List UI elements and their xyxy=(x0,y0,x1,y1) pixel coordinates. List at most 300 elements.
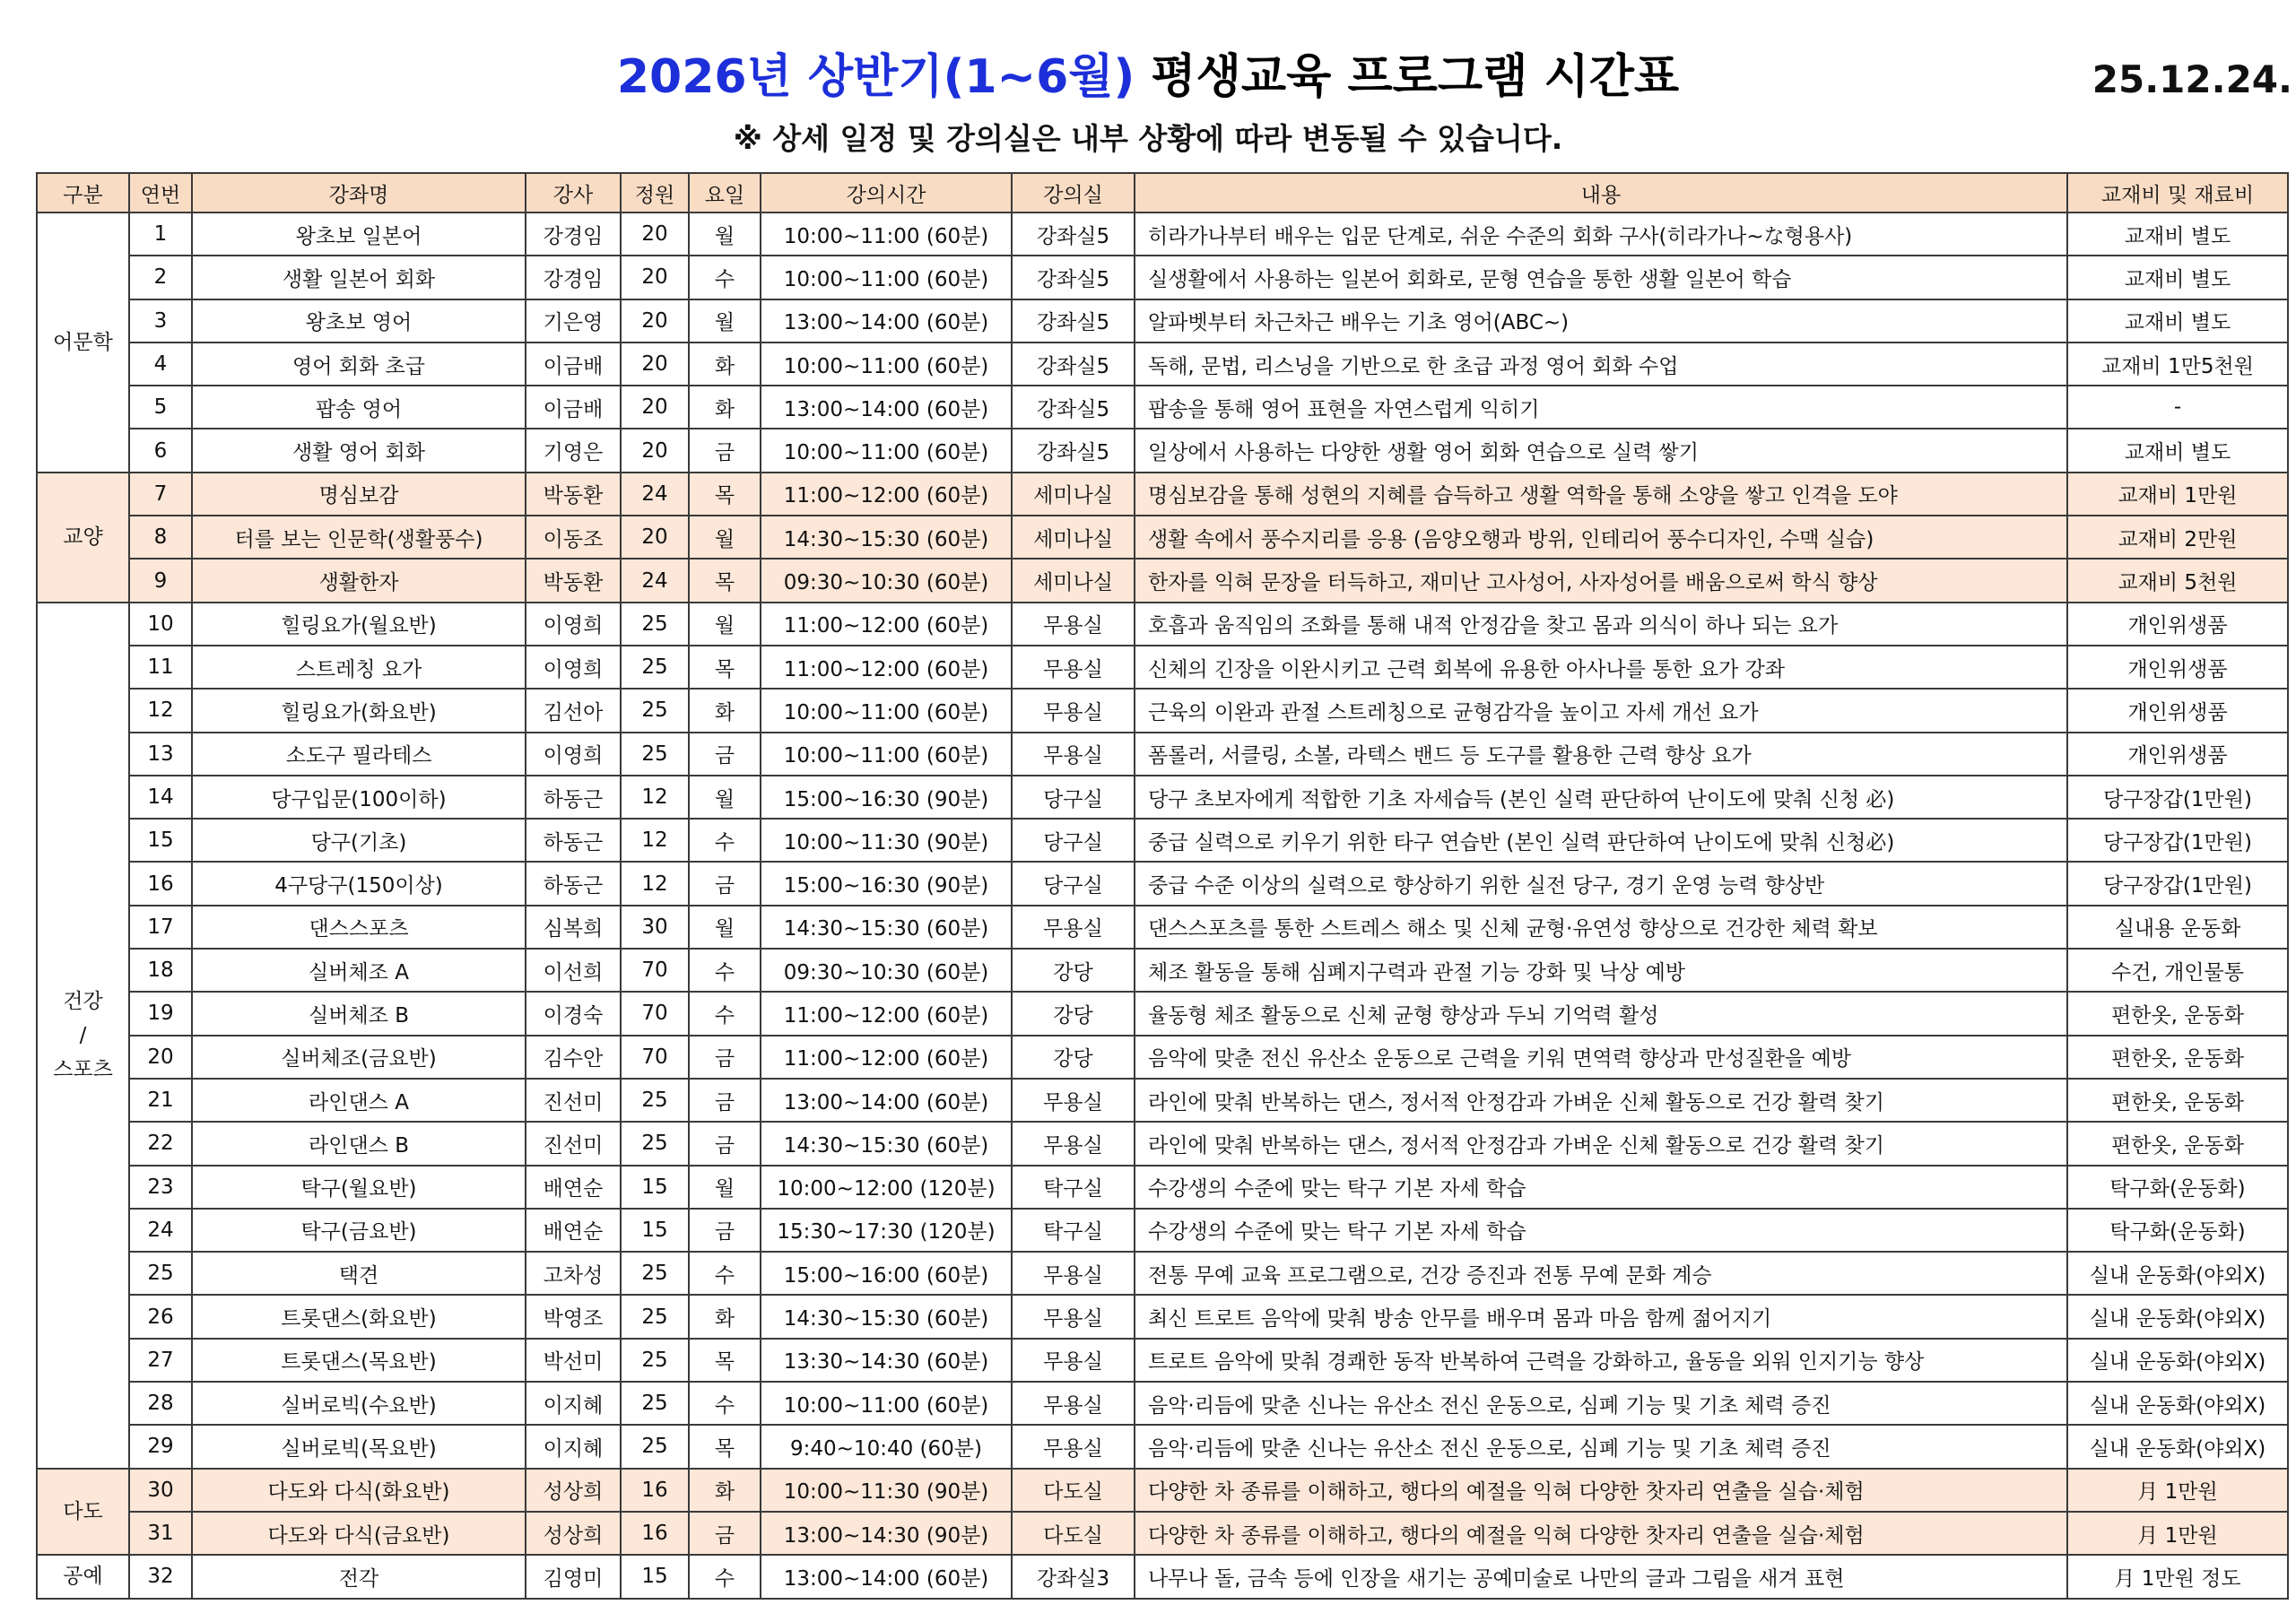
row-number-cell: 3 xyxy=(129,299,192,343)
material-cost-cell: 당구장갑(1만원) xyxy=(2067,862,2288,905)
class-time-cell: 10:00~11:00 (60분) xyxy=(761,1382,1012,1425)
classroom-cell: 강좌실5 xyxy=(1012,386,1135,429)
weekday-cell: 목 xyxy=(689,1425,761,1468)
classroom-cell: 무용실 xyxy=(1012,1339,1135,1382)
class-time-cell: 11:00~12:00 (60분) xyxy=(761,646,1012,689)
weekday-cell: 금 xyxy=(689,1512,761,1555)
classroom-cell: 탁구실 xyxy=(1012,1209,1135,1252)
capacity-cell: 12 xyxy=(621,776,689,819)
instructor-cell: 성상희 xyxy=(526,1469,621,1512)
material-cost-cell: 실내 운동화(야외X) xyxy=(2067,1295,2288,1338)
instructor-cell: 심복희 xyxy=(526,906,621,949)
table-row xyxy=(37,992,2288,1035)
instructor-cell: 성상희 xyxy=(526,1512,621,1555)
instructor-cell: 박영조 xyxy=(526,1295,621,1338)
content-cell: 근육의 이완과 관절 스트레칭으로 균형감각을 높이고 자세 개선 요가 xyxy=(1135,689,2067,732)
material-cost-cell: 수건, 개인물통 xyxy=(2067,949,2288,992)
content-cell: 생활 속에서 풍수지리를 응용 (음양오행과 방위, 인테리어 풍수디자인, 수맥 실습) xyxy=(1135,516,2067,559)
weekday-cell: 화 xyxy=(689,1469,761,1512)
class-time-cell: 09:30~10:30 (60분) xyxy=(761,949,1012,992)
instructor-cell: 이지혜 xyxy=(526,1382,621,1425)
weekday-cell: 수 xyxy=(689,1555,761,1598)
class-time-cell: 14:30~15:30 (60분) xyxy=(761,516,1012,559)
class-time-cell: 14:30~15:30 (60분) xyxy=(761,906,1012,949)
instructor-cell: 기은영 xyxy=(526,299,621,343)
classroom-cell: 무용실 xyxy=(1012,689,1135,732)
instructor-cell: 이경숙 xyxy=(526,992,621,1035)
weekday-cell: 금 xyxy=(689,429,761,472)
weekday-cell: 금 xyxy=(689,1079,761,1122)
capacity-cell: 20 xyxy=(621,256,689,299)
table-row xyxy=(37,862,2288,905)
course-name-cell: 탁구(월요반) xyxy=(192,1166,526,1209)
row-number-cell: 12 xyxy=(129,689,192,732)
course-name-cell: 스트레칭 요가 xyxy=(192,646,526,689)
course-name-cell: 명심보감 xyxy=(192,473,526,516)
classroom-cell: 무용실 xyxy=(1012,646,1135,689)
course-name-cell: 힐링요가(월요반) xyxy=(192,603,526,646)
row-number-cell: 31 xyxy=(129,1512,192,1555)
row-number-cell: 24 xyxy=(129,1209,192,1252)
course-name-cell: 당구입문(100이하) xyxy=(192,776,526,819)
instructor-cell: 이영희 xyxy=(526,733,621,776)
classroom-cell: 세미나실 xyxy=(1012,559,1135,602)
content-cell: 음악·리듬에 맞춘 신나는 유산소 전신 운동으로, 심폐 기능 및 기초 체력 증진 xyxy=(1135,1382,2067,1425)
capacity-cell: 15 xyxy=(621,1209,689,1252)
classroom-cell: 강좌실5 xyxy=(1012,256,1135,299)
course-name-cell: 당구(기초) xyxy=(192,819,526,862)
table-row xyxy=(37,343,2288,386)
class-time-cell: 9:40~10:40 (60분) xyxy=(761,1425,1012,1468)
content-cell: 다양한 차 종류를 이해하고, 행다의 예절을 익혀 다양한 찻자리 연출을 실습·체험 xyxy=(1135,1469,2067,1512)
material-cost-cell: 개인위생품 xyxy=(2067,689,2288,732)
capacity-cell: 20 xyxy=(621,343,689,386)
instructor-cell: 박동환 xyxy=(526,473,621,516)
content-cell: 나무나 돌, 금속 등에 인장을 새기는 공예미술로 나만의 글과 그림을 새겨 표현 xyxy=(1135,1555,2067,1598)
class-time-cell: 10:00~11:00 (60분) xyxy=(761,213,1012,256)
material-cost-cell: 편한옷, 운동화 xyxy=(2067,1079,2288,1122)
classroom-cell: 강좌실3 xyxy=(1012,1555,1135,1598)
notice-text: ※ 상세 일정 및 강의실은 내부 상황에 따라 변동될 수 있습니다. xyxy=(733,121,1563,156)
instructor-cell: 박선미 xyxy=(526,1339,621,1382)
course-name-cell: 팝송 영어 xyxy=(192,386,526,429)
class-time-cell: 15:30~17:30 (120분) xyxy=(761,1209,1012,1252)
material-cost-cell: 개인위생품 xyxy=(2067,603,2288,646)
row-number-cell: 19 xyxy=(129,992,192,1035)
weekday-cell: 목 xyxy=(689,559,761,602)
class-time-cell: 11:00~12:00 (60분) xyxy=(761,473,1012,516)
content-cell: 중급 실력으로 키우기 위한 타구 연습반 (본인 실력 판단하여 난이도에 맞춰 신청必) xyxy=(1135,819,2067,862)
class-time-cell: 09:30~10:30 (60분) xyxy=(761,559,1012,602)
class-time-cell: 10:00~11:00 (60분) xyxy=(761,343,1012,386)
table-row xyxy=(37,603,2288,646)
weekday-cell: 수 xyxy=(689,256,761,299)
class-time-cell: 13:00~14:30 (90분) xyxy=(761,1512,1012,1555)
classroom-cell: 무용실 xyxy=(1012,1382,1135,1425)
capacity-cell: 20 xyxy=(621,299,689,343)
table-row xyxy=(37,299,2288,343)
table-row xyxy=(37,386,2288,429)
material-cost-cell: 교재비 별도 xyxy=(2067,299,2288,343)
table-row xyxy=(37,473,2288,516)
course-name-cell: 다도와 다식(화요반) xyxy=(192,1469,526,1512)
classroom-cell: 다도실 xyxy=(1012,1469,1135,1512)
classroom-cell: 강당 xyxy=(1012,992,1135,1035)
column-header: 요일 xyxy=(689,173,761,213)
material-cost-cell: 교재비 별도 xyxy=(2067,213,2288,256)
content-cell: 팝송을 통해 영어 표현을 자연스럽게 익히기 xyxy=(1135,386,2067,429)
class-time-cell: 10:00~11:30 (90분) xyxy=(761,1469,1012,1512)
table-row xyxy=(37,1166,2288,1209)
class-time-cell: 13:00~14:00 (60분) xyxy=(761,1555,1012,1598)
course-name-cell: 다도와 다식(금요반) xyxy=(192,1512,526,1555)
content-cell: 최신 트로트 음악에 맞춰 방송 안무를 배우며 몸과 마음 함께 젊어지기 xyxy=(1135,1295,2067,1338)
row-number-cell: 30 xyxy=(129,1469,192,1512)
weekday-cell: 목 xyxy=(689,473,761,516)
row-number-cell: 25 xyxy=(129,1252,192,1295)
row-number-cell: 32 xyxy=(129,1555,192,1598)
course-name-cell: 생활한자 xyxy=(192,559,526,602)
course-name-cell: 택견 xyxy=(192,1252,526,1295)
weekday-cell: 화 xyxy=(689,689,761,732)
capacity-cell: 16 xyxy=(621,1512,689,1555)
row-number-cell: 17 xyxy=(129,906,192,949)
title-highlight: 2026년 상반기(1~6월) xyxy=(616,50,1135,104)
instructor-cell: 기영은 xyxy=(526,429,621,472)
instructor-cell: 하동근 xyxy=(526,862,621,905)
page-title xyxy=(0,41,2296,113)
content-cell: 전통 무예 교육 프로그램으로, 건강 증진과 전통 무예 문화 계승 xyxy=(1135,1252,2067,1295)
column-header: 내용 xyxy=(1135,173,2067,213)
course-name-cell: 트롯댄스(화요반) xyxy=(192,1295,526,1338)
table-row xyxy=(37,256,2288,299)
capacity-cell: 25 xyxy=(621,1382,689,1425)
capacity-cell: 25 xyxy=(621,1339,689,1382)
weekday-cell: 금 xyxy=(689,862,761,905)
row-number-cell: 10 xyxy=(129,603,192,646)
content-cell: 호흡과 움직임의 조화를 통해 내적 안정감을 찾고 몸과 의식이 하나 되는 요가 xyxy=(1135,603,2067,646)
capacity-cell: 25 xyxy=(621,1295,689,1338)
instructor-cell: 이영희 xyxy=(526,646,621,689)
weekday-cell: 월 xyxy=(689,776,761,819)
class-time-cell: 13:00~14:00 (60분) xyxy=(761,299,1012,343)
column-header: 강사 xyxy=(526,173,621,213)
material-cost-cell: 편한옷, 운동화 xyxy=(2067,992,2288,1035)
row-number-cell: 4 xyxy=(129,343,192,386)
row-number-cell: 21 xyxy=(129,1079,192,1122)
capacity-cell: 24 xyxy=(621,473,689,516)
classroom-cell: 강좌실5 xyxy=(1012,299,1135,343)
capacity-cell: 25 xyxy=(621,603,689,646)
course-name-cell: 힐링요가(화요반) xyxy=(192,689,526,732)
course-name-cell: 트롯댄스(목요반) xyxy=(192,1339,526,1382)
column-header: 정원 xyxy=(621,173,689,213)
capacity-cell: 25 xyxy=(621,1122,689,1165)
content-cell: 한자를 익혀 문장을 터득하고, 재미난 고사성어, 사자성어를 배움으로써 학식 향상 xyxy=(1135,559,2067,602)
course-name-cell: 실버체조 B xyxy=(192,992,526,1035)
content-cell: 라인에 맞춰 반복하는 댄스, 정서적 안정감과 가벼운 신체 활동으로 건강 활력 찾기 xyxy=(1135,1079,2067,1122)
row-number-cell: 9 xyxy=(129,559,192,602)
content-cell: 댄스스포츠를 통한 스트레스 해소 및 신체 균형·유연성 향상으로 건강한 체력 확보 xyxy=(1135,906,2067,949)
classroom-cell: 무용실 xyxy=(1012,906,1135,949)
document-date: 25.12.24. xyxy=(2092,57,2292,101)
table-row xyxy=(37,1339,2288,1382)
row-number-cell: 15 xyxy=(129,819,192,862)
category-cell: 어문학 xyxy=(37,213,129,473)
instructor-cell: 배연순 xyxy=(526,1209,621,1252)
column-header: 강좌명 xyxy=(192,173,526,213)
instructor-cell: 하동근 xyxy=(526,776,621,819)
capacity-cell: 70 xyxy=(621,992,689,1035)
content-cell: 실생활에서 사용하는 일본어 회화로, 문형 연습을 통한 생활 일본어 학습 xyxy=(1135,256,2067,299)
row-number-cell: 16 xyxy=(129,862,192,905)
row-number-cell: 5 xyxy=(129,386,192,429)
material-cost-cell: 당구장갑(1만원) xyxy=(2067,819,2288,862)
content-cell: 트로트 음악에 맞춰 경쾌한 동작 반복하여 근력을 강화하고, 율동을 외워 인지기능 향상 xyxy=(1135,1339,2067,1382)
capacity-cell: 30 xyxy=(621,906,689,949)
class-time-cell: 11:00~12:00 (60분) xyxy=(761,1036,1012,1079)
column-header: 강의실 xyxy=(1012,173,1135,213)
material-cost-cell: 당구장갑(1만원) xyxy=(2067,776,2288,819)
capacity-cell: 24 xyxy=(621,559,689,602)
table-row xyxy=(37,819,2288,862)
capacity-cell: 20 xyxy=(621,516,689,559)
content-cell: 음악에 맞춘 전신 유산소 운동으로 근력을 키워 면역력 향상과 만성질환을 예방 xyxy=(1135,1036,2067,1079)
table-row xyxy=(37,776,2288,819)
classroom-cell: 당구실 xyxy=(1012,862,1135,905)
class-time-cell: 10:00~12:00 (120분) xyxy=(761,1166,1012,1209)
course-name-cell: 영어 회화 초급 xyxy=(192,343,526,386)
table-row xyxy=(37,1295,2288,1338)
class-time-cell: 15:00~16:30 (90분) xyxy=(761,862,1012,905)
instructor-cell: 이영희 xyxy=(526,603,621,646)
weekday-cell: 화 xyxy=(689,386,761,429)
content-cell: 체조 활동을 통해 심폐지구력과 관절 기능 강화 및 낙상 예방 xyxy=(1135,949,2067,992)
material-cost-cell: - xyxy=(2067,386,2288,429)
content-cell: 폼롤러, 서클링, 소볼, 라텍스 밴드 등 도구를 활용한 근력 향상 요가 xyxy=(1135,733,2067,776)
capacity-cell: 20 xyxy=(621,213,689,256)
capacity-cell: 25 xyxy=(621,1252,689,1295)
material-cost-cell: 교재비 1만원 xyxy=(2067,473,2288,516)
classroom-cell: 강당 xyxy=(1012,1036,1135,1079)
row-number-cell: 6 xyxy=(129,429,192,472)
material-cost-cell: 실내 운동화(야외X) xyxy=(2067,1425,2288,1468)
row-number-cell: 11 xyxy=(129,646,192,689)
weekday-cell: 월 xyxy=(689,1166,761,1209)
capacity-cell: 12 xyxy=(621,862,689,905)
course-name-cell: 생활 영어 회화 xyxy=(192,429,526,472)
capacity-cell: 12 xyxy=(621,819,689,862)
class-time-cell: 15:00~16:00 (60분) xyxy=(761,1252,1012,1295)
classroom-cell: 무용실 xyxy=(1012,733,1135,776)
instructor-cell: 배연순 xyxy=(526,1166,621,1209)
row-number-cell: 29 xyxy=(129,1425,192,1468)
classroom-cell: 무용실 xyxy=(1012,1252,1135,1295)
weekday-cell: 월 xyxy=(689,603,761,646)
row-number-cell: 2 xyxy=(129,256,192,299)
content-cell: 수강생의 수준에 맞는 탁구 기본 자세 학습 xyxy=(1135,1209,2067,1252)
capacity-cell: 70 xyxy=(621,949,689,992)
course-name-cell: 4구당구(150이상) xyxy=(192,862,526,905)
weekday-cell: 목 xyxy=(689,646,761,689)
table-row xyxy=(37,906,2288,949)
material-cost-cell: 교재비 별도 xyxy=(2067,256,2288,299)
table-body xyxy=(37,213,2288,1599)
table-row xyxy=(37,949,2288,992)
material-cost-cell: 탁구화(운동화) xyxy=(2067,1166,2288,1209)
weekday-cell: 수 xyxy=(689,1252,761,1295)
table-row xyxy=(37,1079,2288,1122)
weekday-cell: 월 xyxy=(689,906,761,949)
classroom-cell: 당구실 xyxy=(1012,776,1135,819)
material-cost-cell: 교재비 1만5천원 xyxy=(2067,343,2288,386)
table-row xyxy=(37,213,2288,256)
content-cell: 당구 초보자에게 적합한 기초 자세습득 (본인 실력 판단하여 난이도에 맞춰 신청 必) xyxy=(1135,776,2067,819)
course-name-cell: 전각 xyxy=(192,1555,526,1598)
instructor-cell: 이금배 xyxy=(526,386,621,429)
classroom-cell: 무용실 xyxy=(1012,1122,1135,1165)
class-time-cell: 10:00~11:00 (60분) xyxy=(761,429,1012,472)
class-time-cell: 14:30~15:30 (60분) xyxy=(761,1122,1012,1165)
capacity-cell: 16 xyxy=(621,1469,689,1512)
material-cost-cell: 편한옷, 운동화 xyxy=(2067,1122,2288,1165)
classroom-cell: 무용실 xyxy=(1012,1079,1135,1122)
content-cell: 중급 수준 이상의 실력으로 향상하기 위한 실전 당구, 경기 운영 능력 향상반 xyxy=(1135,862,2067,905)
instructor-cell: 이지혜 xyxy=(526,1425,621,1468)
title-rest: 평생교육 프로그램 시간표 xyxy=(1151,50,1680,104)
instructor-cell: 하동근 xyxy=(526,819,621,862)
table-row xyxy=(37,1209,2288,1252)
material-cost-cell: 편한옷, 운동화 xyxy=(2067,1036,2288,1079)
course-name-cell: 라인댄스 B xyxy=(192,1122,526,1165)
table-row xyxy=(37,1382,2288,1425)
weekday-cell: 수 xyxy=(689,992,761,1035)
classroom-cell: 당구실 xyxy=(1012,819,1135,862)
instructor-cell: 박동환 xyxy=(526,559,621,602)
table-header-row xyxy=(37,173,2288,213)
class-time-cell: 13:30~14:30 (60분) xyxy=(761,1339,1012,1382)
weekday-cell: 화 xyxy=(689,343,761,386)
material-cost-cell: 교재비 별도 xyxy=(2067,429,2288,472)
row-number-cell: 28 xyxy=(129,1382,192,1425)
row-number-cell: 26 xyxy=(129,1295,192,1338)
course-name-cell: 댄스스포츠 xyxy=(192,906,526,949)
instructor-cell: 고차성 xyxy=(526,1252,621,1295)
table-row xyxy=(37,1555,2288,1598)
table-row xyxy=(37,1469,2288,1512)
class-time-cell: 11:00~12:00 (60분) xyxy=(761,992,1012,1035)
capacity-cell: 25 xyxy=(621,689,689,732)
classroom-cell: 무용실 xyxy=(1012,603,1135,646)
classroom-cell: 세미나실 xyxy=(1012,516,1135,559)
instructor-cell: 강경임 xyxy=(526,213,621,256)
table-row xyxy=(37,516,2288,559)
weekday-cell: 수 xyxy=(689,819,761,862)
instructor-cell: 이선희 xyxy=(526,949,621,992)
class-time-cell: 15:00~16:30 (90분) xyxy=(761,776,1012,819)
classroom-cell: 무용실 xyxy=(1012,1295,1135,1338)
weekday-cell: 목 xyxy=(689,1339,761,1382)
weekday-cell: 금 xyxy=(689,1036,761,1079)
content-cell: 라인에 맞춰 반복하는 댄스, 정서적 안정감과 가벼운 신체 활동으로 건강 활력 찾기 xyxy=(1135,1122,2067,1165)
content-cell: 수강생의 수준에 맞는 탁구 기본 자세 학습 xyxy=(1135,1166,2067,1209)
course-name-cell: 왕초보 영어 xyxy=(192,299,526,343)
row-number-cell: 1 xyxy=(129,213,192,256)
class-time-cell: 13:00~14:00 (60분) xyxy=(761,386,1012,429)
table-row xyxy=(37,1252,2288,1295)
row-number-cell: 13 xyxy=(129,733,192,776)
material-cost-cell: 교재비 2만원 xyxy=(2067,516,2288,559)
instructor-cell: 이금배 xyxy=(526,343,621,386)
material-cost-cell: 月 1만원 정도 xyxy=(2067,1555,2288,1598)
class-time-cell: 11:00~12:00 (60분) xyxy=(761,603,1012,646)
class-time-cell: 13:00~14:00 (60분) xyxy=(761,1079,1012,1122)
schedule-table xyxy=(36,172,2289,1600)
table-row xyxy=(37,1122,2288,1165)
instructor-cell: 진선미 xyxy=(526,1122,621,1165)
category-cell: 건강 / 스포츠 xyxy=(37,603,129,1469)
column-header: 구분 xyxy=(37,173,129,213)
classroom-cell: 탁구실 xyxy=(1012,1166,1135,1209)
instructor-cell: 진선미 xyxy=(526,1079,621,1122)
table-row xyxy=(37,1036,2288,1079)
table-row xyxy=(37,646,2288,689)
course-name-cell: 실버체조(금요반) xyxy=(192,1036,526,1079)
row-number-cell: 22 xyxy=(129,1122,192,1165)
course-name-cell: 실버로빅(목요반) xyxy=(192,1425,526,1468)
instructor-cell: 김영미 xyxy=(526,1555,621,1598)
content-cell: 율동형 체조 활동으로 신체 균형 향상과 두뇌 기억력 활성 xyxy=(1135,992,2067,1035)
classroom-cell: 다도실 xyxy=(1012,1512,1135,1555)
course-name-cell: 탁구(금요반) xyxy=(192,1209,526,1252)
material-cost-cell: 교재비 5천원 xyxy=(2067,559,2288,602)
row-number-cell: 27 xyxy=(129,1339,192,1382)
material-cost-cell: 개인위생품 xyxy=(2067,646,2288,689)
content-cell: 알파벳부터 차근차근 배우는 기초 영어(ABC~) xyxy=(1135,299,2067,343)
course-name-cell: 소도구 필라테스 xyxy=(192,733,526,776)
class-time-cell: 10:00~11:00 (60분) xyxy=(761,733,1012,776)
classroom-cell: 강좌실5 xyxy=(1012,429,1135,472)
row-number-cell: 14 xyxy=(129,776,192,819)
capacity-cell: 25 xyxy=(621,733,689,776)
weekday-cell: 월 xyxy=(689,299,761,343)
material-cost-cell: 月 1만원 xyxy=(2067,1512,2288,1555)
classroom-cell: 강좌실5 xyxy=(1012,343,1135,386)
content-cell: 독해, 문법, 리스닝을 기반으로 한 초급 과정 영어 회화 수업 xyxy=(1135,343,2067,386)
classroom-cell: 무용실 xyxy=(1012,1425,1135,1468)
material-cost-cell: 탁구화(운동화) xyxy=(2067,1209,2288,1252)
category-cell: 교양 xyxy=(37,473,129,603)
content-cell: 신체의 긴장을 이완시키고 근력 회복에 유용한 아사나를 통한 요가 강좌 xyxy=(1135,646,2067,689)
capacity-cell: 25 xyxy=(621,646,689,689)
weekday-cell: 금 xyxy=(689,1209,761,1252)
category-cell: 공예 xyxy=(37,1555,129,1598)
content-cell: 명심보감을 통해 성현의 지혜를 습득하고 생활 역학을 통해 소양을 쌓고 인격을 도야 xyxy=(1135,473,2067,516)
capacity-cell: 15 xyxy=(621,1555,689,1598)
course-name-cell: 라인댄스 A xyxy=(192,1079,526,1122)
content-cell: 음악·리듬에 맞춘 신나는 유산소 전신 운동으로, 심폐 기능 및 기초 체력 증진 xyxy=(1135,1425,2067,1468)
capacity-cell: 25 xyxy=(621,1079,689,1122)
column-header: 교재비 및 재료비 xyxy=(2067,173,2288,213)
material-cost-cell: 실내 운동화(야외X) xyxy=(2067,1382,2288,1425)
material-cost-cell: 실내 운동화(야외X) xyxy=(2067,1339,2288,1382)
content-cell: 다양한 차 종류를 이해하고, 행다의 예절을 익혀 다양한 찻자리 연출을 실습·체험 xyxy=(1135,1512,2067,1555)
row-number-cell: 23 xyxy=(129,1166,192,1209)
capacity-cell: 15 xyxy=(621,1166,689,1209)
weekday-cell: 화 xyxy=(689,1295,761,1338)
table-row xyxy=(37,689,2288,732)
weekday-cell: 월 xyxy=(689,213,761,256)
